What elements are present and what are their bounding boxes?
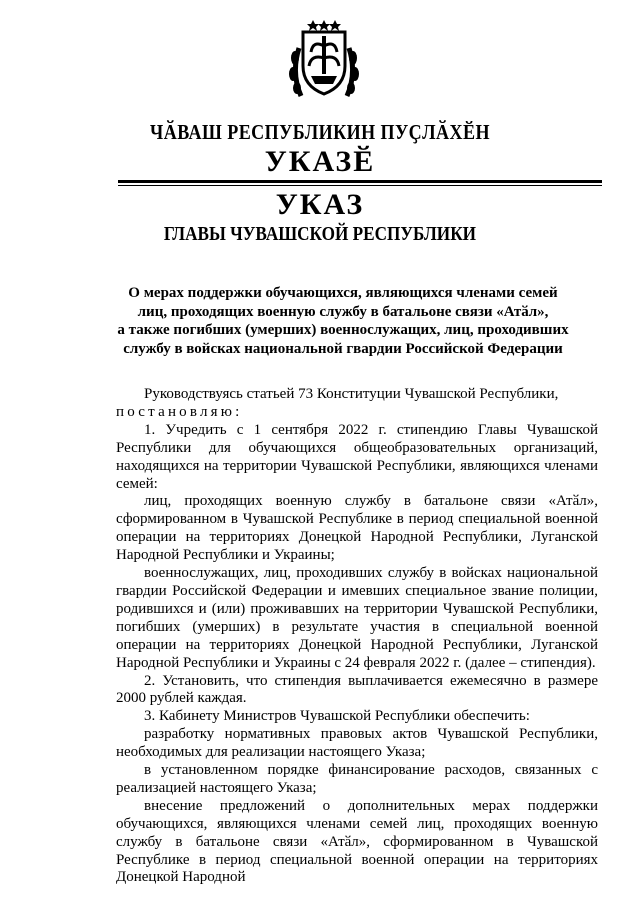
- paragraph-3-c: внесение предложений о дополнительных мерах поддержки обучающихся, являющихся членами семей лиц, проходящих военную службу в батальоне связи «Атӑл», сформированном в Чувашской Республике в период специальной военной операции на территориях Донецкой Народной: [116, 797, 598, 886]
- paragraph-3-a: разработку нормативных правовых актов Чувашской Республики, необходимых для реализации настоящего Указа;: [116, 726, 598, 761]
- postanovlyayu-wrapper: [116, 404, 598, 422]
- title-line: О мерах поддержки обучающихся, являющихся членами семей: [128, 285, 558, 301]
- paragraph-3-b: в установленном порядке финансирование расходов, связанных с реализацией настоящего Указа;: [116, 762, 598, 796]
- header-chuvash-line: ЧӐВАШ РЕСПУБЛИКИН ПУҪЛӐХӖН: [150, 120, 490, 144]
- title-line: службу в войсках национальной гвардии Российской Федерации: [123, 340, 563, 357]
- header-divider-thin: [118, 185, 602, 186]
- paragraph-2: 2. Установить, что стипендия выплачивается ежемесячно в размере 2000 рублей каждая.: [116, 672, 598, 707]
- paragraph-3: 3. Кабинету Министров Чувашской Республики обеспечить:: [144, 708, 530, 725]
- paragraph-1-a: лиц, проходящих военную службу в батальоне связи «Атӑл», сформированном в Чувашской Республике в период специальной военной операции на территориях Донецкой Народной Республики, Луганской Народной Республики и Украины;: [116, 493, 598, 564]
- chuvash-republic-emblem-icon: [289, 18, 359, 100]
- header-ukaz: УКАЗ: [275, 188, 365, 221]
- header-glavy: ГЛАВЫ ЧУВАШСКОЙ РЕСПУБЛИКИ: [163, 223, 477, 245]
- header-divider-thick: [118, 180, 602, 183]
- paragraph-1-b: военнослужащих, лиц, проходивших службу в войсках национальной гвардии Российской Федерации и имевших специальное звание полиции, родившихся и (или) проживавших на территории Чувашской Республики, погибших (умерших) в результате участия в специальной военной операции на территориях Донецкой Народной Республики, Луганской Народной Республики и Украины с 24 февраля 2022 г. (далее – стипендия).: [116, 565, 598, 671]
- header-ukaze: УКАЗӖ: [264, 145, 376, 178]
- document-body: [116, 386, 598, 887]
- preamble: Руководствуясь статьей 73 Конституции Чувашской Республики,: [144, 386, 559, 402]
- title-line: а также погибших (умерших) военнослужащих, лиц, проходивших: [117, 322, 569, 338]
- document-title: [108, 284, 578, 358]
- postanovlyayu: постановляю:: [116, 403, 243, 420]
- paragraph-1: 1. Учредить с 1 сентября 2022 г. стипендию Главы Чувашской Республики для обучающихся общеобразовательных организаций, находящихся на территории Чувашской Республики, являющихся членами семей:: [116, 421, 598, 492]
- title-line: лиц, проходящих военную службу в батальоне связи «Атӑл»,: [137, 303, 549, 320]
